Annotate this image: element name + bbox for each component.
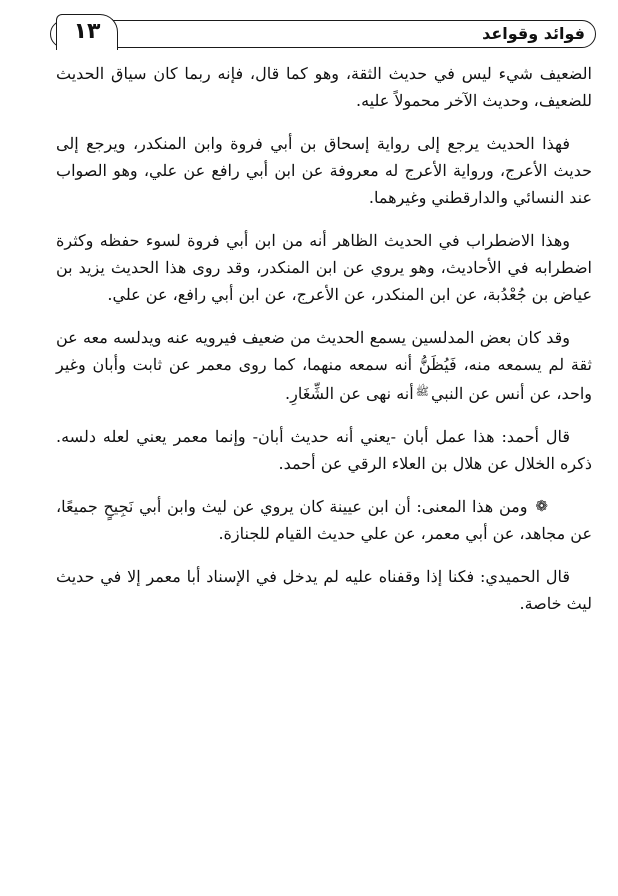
paragraph-4-text: وقد كان بعض المدلسين يسمع الحديث من ضعيف فيرويه عنه ويدلسه معه عن ثقة لم يسمعه منه، فَيُظَنُّ أنه سمعه منهما، كما روى معمر عن ثابت وأبان وغير واحد، عن أنس عن النبي <box>56 328 592 403</box>
page-number-tab <box>56 14 118 50</box>
running-header <box>50 20 596 48</box>
paragraph-5: قال أحمد: هذا عمل أبان -يعني أنه حديث أبان- وإنما معمر يعني لعله دلسه. ذكره الخلال عن هلال بن العلاء الرقي عن أحمد. <box>56 427 592 473</box>
flower-icon: ❁ <box>535 497 548 515</box>
page-number: ١٣ <box>73 19 101 44</box>
paragraph-6 <box>56 493 592 547</box>
paragraph-6-text: ومن هذا المعنى: أن ابن عيينة كان يروي عن ليث وابن أبي نَجِيحٍ جميعًا، عن مجاهد، عن أبي معمر، عن علي حديث القيام للجنازة. <box>56 497 592 543</box>
paragraph-2: فهذا الحديث يرجع إلى رواية إسحاق بن أبي فروة وابن المنكدر، ويرجع إلى حديث الأعرج، ورواية الأعرج له معروفة عن ابن أبي رافع عن علي، وهو الصواب عند النسائي والدارقطني وغيرهما. <box>56 134 592 207</box>
page-body <box>56 60 592 633</box>
header-title: فوائد وقواعد <box>482 24 585 43</box>
honorific-symbol: ﷺ <box>415 385 429 398</box>
paragraph-1: الضعيف شيء ليس في حديث الثقة، وهو كما قال، فإنه ربما كان سياق الحديث للضعيف، وحديث الآخر محمولاً عليه. <box>56 64 592 110</box>
paragraph-4 <box>56 324 592 407</box>
paragraph-3: وهذا الاضطراب في الحديث الظاهر أنه من ابن أبي فروة لسوء حفظه وكثرة اضطرابه في الأحاديث، وهو يروي عن ابن المنكدر، وقد روى هذا الحديث يزيد بن عياض بن جُعْدُبة، عن ابن المنكدر، عن الأعرج، عن ابن أبي رافع، عن علي. <box>56 231 592 304</box>
paragraph-4-end: أنه نهى عن الشِّغَارِ. <box>285 384 414 403</box>
paragraph-7: قال الحميدي: فكنا إذا وقفناه عليه لم يدخل في الإسناد أبا معمر إلا في حديث ليث خاصة. <box>56 567 592 613</box>
